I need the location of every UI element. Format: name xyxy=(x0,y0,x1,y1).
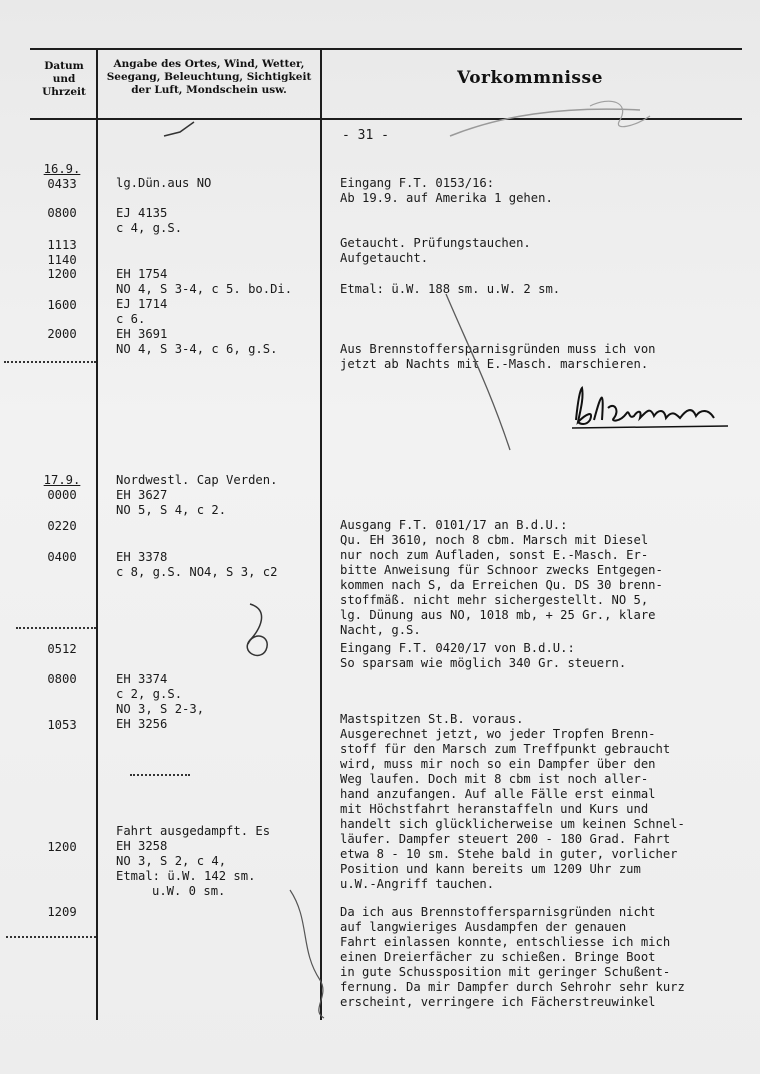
pencil-tick xyxy=(160,118,200,142)
time-0800: 0800 xyxy=(47,206,77,220)
event-line: Eingang F.T. 0420/17 von B.d.U.: xyxy=(340,641,575,655)
date-17-9: 17.9. xyxy=(43,473,81,487)
pencil-scribble xyxy=(230,600,280,670)
event-line: jetzt ab Nachts mit E.-Masch. marschieren. xyxy=(340,357,649,371)
event-line: Aufgetaucht. xyxy=(340,251,429,265)
time-0400: 0400 xyxy=(47,550,77,564)
time-0000: 0000 xyxy=(47,488,77,502)
event-line: nur noch zum Aufladen, sonst E.-Masch. Er- xyxy=(340,548,649,562)
column-divider-1 xyxy=(96,48,98,1020)
time-1200-b: 1200 xyxy=(47,840,77,854)
event-line: Eingang F.T. 0153/16: xyxy=(340,176,495,190)
place-line: EH 3258 xyxy=(116,839,168,853)
event-line: Position und kann bereits um 1209 Uhr zum xyxy=(340,862,641,876)
event-line: erscheint, verringere ich Fächerstreuwinkel xyxy=(340,995,656,1009)
event-line: einen Dreierfächer zu schießen. Bringe Boot xyxy=(340,950,656,964)
event-line: Mastspitzen St.B. voraus. xyxy=(340,712,524,726)
event-line: Aus Brennstoffersparnisgründen muss ich von xyxy=(340,342,656,356)
time-1053: 1053 xyxy=(47,718,77,732)
time-1600: 1600 xyxy=(47,298,77,312)
place-line: EH 3378 xyxy=(116,550,168,564)
page-number: - 31 - xyxy=(342,128,389,143)
event-line: auf langwieriges Ausdampfen der genauen xyxy=(340,920,627,934)
event-line: bitte Anweisung für Schnoor zwecks Entgegen- xyxy=(340,563,663,577)
place-line: u.W. 0 sm. xyxy=(152,884,226,898)
place-line: EH 3256 xyxy=(116,717,168,731)
column-divider-2 xyxy=(320,48,322,1020)
pencil-annotation xyxy=(440,96,660,146)
place-line: NO 3, S 2, c 4, xyxy=(116,854,227,868)
place-line: lg.Dün.aus NO xyxy=(116,176,212,190)
event-line: Ab 19.9. auf Amerika 1 gehen. xyxy=(340,191,553,205)
event-line: Qu. EH 3610, noch 8 cbm. Marsch mit Diesel xyxy=(340,533,649,547)
time-1113: 1113 xyxy=(47,238,77,252)
event-line: etwa 8 - 10 sm. Stehe bald in guter, vorlicher xyxy=(340,847,678,861)
place-line: Etmal: ü.W. 142 sm. xyxy=(116,869,256,883)
place-line: Fahrt ausgedampft. Es xyxy=(116,824,271,838)
place-line: Nordwestl. Cap Verden. xyxy=(116,473,278,487)
dotted-separator xyxy=(130,774,190,776)
event-line: Getaucht. Prüfungstauchen. xyxy=(340,236,531,250)
event-line: lg. Dünung aus NO, 1018 mb, + 25 Gr., klare xyxy=(340,608,656,622)
pencil-scribble xyxy=(280,880,340,1020)
place-line: EJ 1714 xyxy=(116,297,168,311)
place-line: c 6. xyxy=(116,312,146,326)
time-0512: 0512 xyxy=(47,642,77,656)
header-date-time: Datum und Uhrzeit xyxy=(42,60,86,98)
event-line: in gute Schussposition mit geringer Schußent- xyxy=(340,965,671,979)
top-rule xyxy=(30,48,742,50)
time-2000: 2000 xyxy=(47,327,77,341)
place-line: c 4, g.S. xyxy=(116,221,183,235)
event-line: hand anzufangen. Auf alle Fälle erst einmal xyxy=(340,787,656,801)
header-location-weather: Angabe des Ortes, Wind, Wetter, Seegang, Beleuchtung, Sichtigkeit der Luft, Mondschein usw. xyxy=(106,58,312,96)
time-0800-b: 0800 xyxy=(47,672,77,686)
place-line: NO 4, S 3-4, c 5. bo.Di. xyxy=(116,282,293,296)
event-line: Ausgang F.T. 0101/17 an B.d.U.: xyxy=(340,518,568,532)
event-line: stoff für den Marsch zum Treffpunkt gebraucht xyxy=(340,742,671,756)
event-line: u.W.-Angriff tauchen. xyxy=(340,877,495,891)
event-line: Ausgerechnet jetzt, wo jeder Tropfen Brenn- xyxy=(340,727,656,741)
dotted-separator xyxy=(6,936,96,938)
time-1209: 1209 xyxy=(47,905,77,919)
event-line: wird, muss mir noch so ein Dampfer über den xyxy=(340,757,656,771)
place-line: NO 3, S 2-3, xyxy=(116,702,205,716)
event-line: stoffmäß. nicht mehr sichergestellt. NO 5, xyxy=(340,593,649,607)
place-line: EH 3627 xyxy=(116,488,168,502)
place-line: c 2, g.S. xyxy=(116,687,183,701)
header-events: Vorkommnisse xyxy=(457,68,603,88)
place-line: NO 4, S 3-4, c 6, g.S. xyxy=(116,342,278,356)
event-line: handelt sich glücklicherweise um keinen Schnel- xyxy=(340,817,685,831)
place-line: EH 1754 xyxy=(116,267,168,281)
dotted-separator xyxy=(16,627,96,629)
event-line: So sparsam wie möglich 340 Gr. steuern. xyxy=(340,656,627,670)
event-line: Da ich aus Brennstoffersparnisgründen nicht xyxy=(340,905,656,919)
place-line: EJ 4135 xyxy=(116,206,168,220)
place-line: NO 5, S 4, c 2. xyxy=(116,503,227,517)
event-line: Etmal: ü.W. 188 sm. u.W. 2 sm. xyxy=(340,282,561,296)
time-1200: 1200 xyxy=(47,267,77,281)
place-line: EH 3374 xyxy=(116,672,168,686)
place-line: c 8, g.S. NO4, S 3, c2 xyxy=(116,565,278,579)
event-line: fernung. Da mir Dampfer durch Sehrohr sehr kurz xyxy=(340,980,685,994)
time-0220: 0220 xyxy=(47,519,77,533)
date-16-9: 16.9. xyxy=(43,162,81,176)
event-line: Weg laufen. Doch mit 8 cbm ist noch aller- xyxy=(340,772,649,786)
handwritten-signature xyxy=(568,380,738,440)
dotted-separator xyxy=(4,361,96,363)
event-line: mit Höchstfahrt heranstaffeln und Kurs und xyxy=(340,802,649,816)
place-line: EH 3691 xyxy=(116,327,168,341)
pencil-line xyxy=(440,290,520,460)
time-0433: 0433 xyxy=(47,177,77,191)
event-line: läufer. Dampfer steuert 200 - 180 Grad. Fahrt xyxy=(340,832,671,846)
event-line: Nacht, g.S. xyxy=(340,623,421,637)
event-line: kommen nach S, da Erreichen Qu. DS 30 brenn- xyxy=(340,578,663,592)
event-line: Fahrt einlassen konnte, entschliesse ich mich xyxy=(340,935,671,949)
time-1140: 1140 xyxy=(47,253,77,267)
